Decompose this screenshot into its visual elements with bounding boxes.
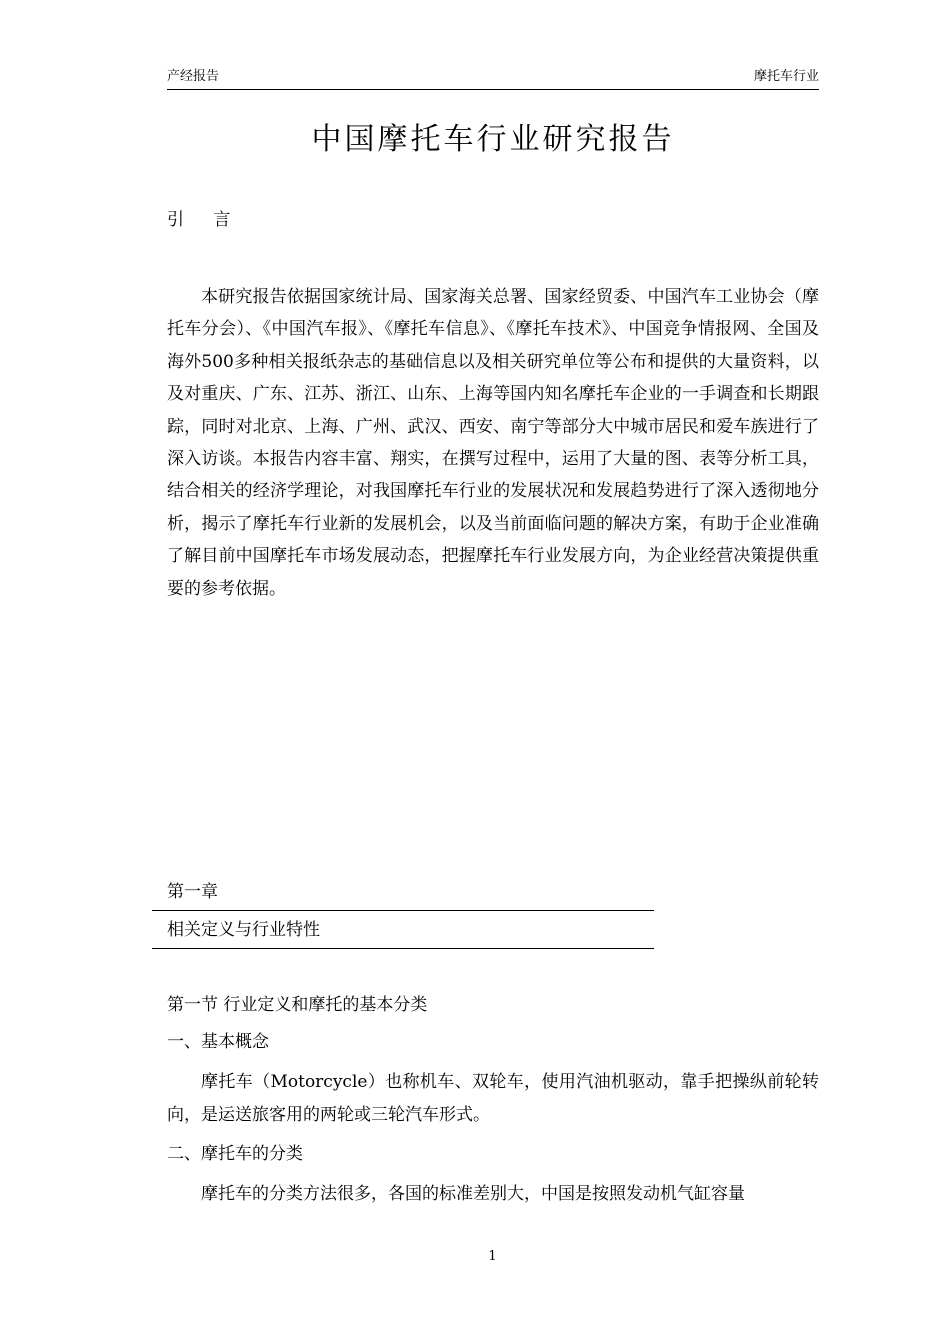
intro-paragraph: 本研究报告依据国家统计局、国家海关总署、国家经贸委、中国汽车工业协会（摩托车分会）、《中国汽车报》、《摩托车信息》、《摩托车技术》、中国竞争情报网、全国及海外500多种相关报纸杂志的基础信息以及相关研究单位等公布和提供的大量资料，以及对重庆、广东、江苏、浙江、山东、上海等国内知名摩托车企业的一手调查和长期跟踪，同时对北京、上海、广州、武汉、西安、南宁等部分大中城市居民和爱车族进行了深入访谈。本报告内容丰富、翔实，在撰写过程中，运用了大量的图、表等分析工具，结合相关的经济学理论，对我国摩托车行业的发展状况和发展趋势进行了深入透彻地分析，揭示了摩托车行业新的发展机会，以及当前面临问题的解决方案，有助于企业准确了解目前中国摩托车市场发展动态，把握摩托车行业发展方向，为企业经营决策提供重要的参考依据。 <box>167 287 819 599</box>
chapter-number: 第一章 <box>167 882 218 902</box>
chapter-divider-bottom <box>152 948 654 949</box>
basic-concept-paragraph: 摩托车（Motorcycle）也称机车、双轮车，使用汽油机驱动，靠手把操纵前轮转向，是运送旅客用的两轮或三轮汽车形式。 <box>167 1072 819 1125</box>
chapter-title: 相关定义与行业特性 <box>167 920 320 940</box>
section-title: 第一节 行业定义和摩托的基本分类 <box>167 995 428 1015</box>
header-left-text: 产经报告 <box>167 69 220 84</box>
classification-paragraph: 摩托车的分类方法很多，各国的标准差别大，中国是按照发动机气缸容量 <box>201 1184 745 1204</box>
document-title: 中国摩托车行业研究报告 <box>311 122 675 157</box>
intro-heading: 引 言 <box>167 210 243 230</box>
page-number: 1 <box>488 1249 497 1264</box>
subsection-heading-basic-concept: 一、基本概念 <box>167 1032 269 1052</box>
header-divider <box>167 89 819 90</box>
header-right-text: 摩托车行业 <box>753 69 819 84</box>
chapter-divider-top <box>152 910 654 911</box>
subsection-heading-classification: 二、摩托车的分类 <box>167 1144 303 1164</box>
